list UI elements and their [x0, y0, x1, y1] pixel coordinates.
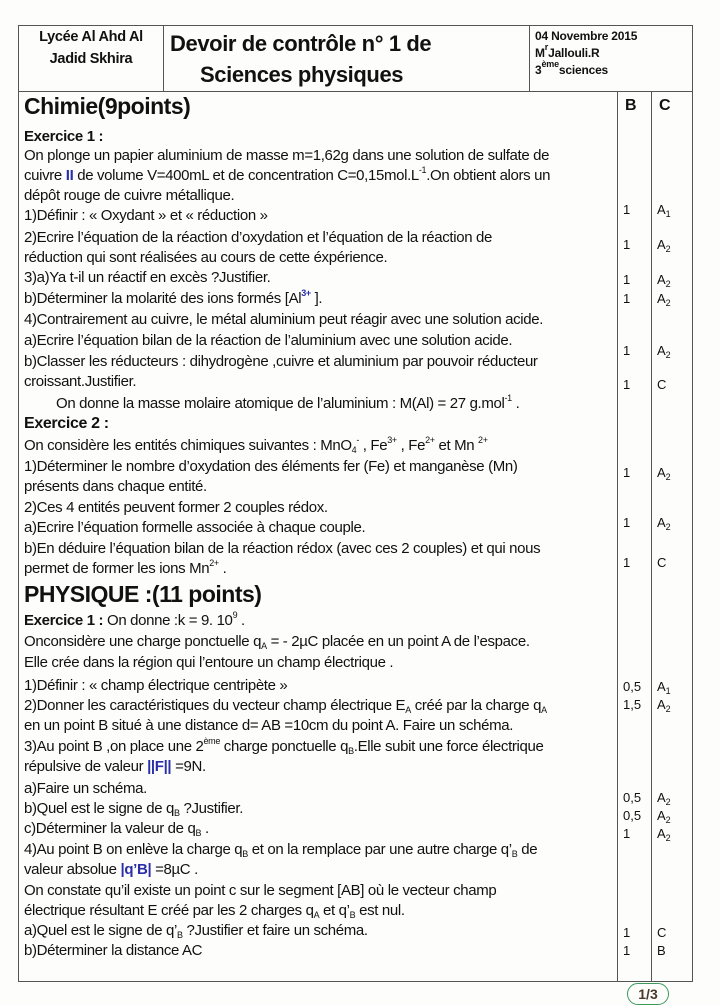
scale-competence: $A_1$: [657, 679, 671, 696]
physique-q4-line1: 4)Au point B on enlève la charge $q_B$ et on la remplace par une autre charge $q’_B$ de: [24, 841, 538, 859]
scale-points: 1: [623, 272, 631, 287]
physique-q3a: a)Faire un schéma.: [24, 780, 147, 797]
scale-points: 1: [623, 515, 631, 530]
scale-competence: $A_2$: [657, 697, 671, 714]
chimie-ex2-title: Exercice 2 :: [24, 415, 109, 432]
scale-points: 1: [623, 291, 631, 306]
chimie-ex2-q2a: a)Ecrire l’équation formelle associée à chaque couple.: [24, 519, 366, 536]
chimie-title: Chimie(9points): [24, 93, 191, 119]
scale-points: 1: [623, 555, 631, 570]
physique-q4-line4: électrique résultant E créé par les 2 charges $q_A$ et $q’_B$ est nul.: [24, 902, 405, 920]
exam-meta: [535, 28, 637, 79]
physique-q2-line2: en un point B situé à une distance d= AB =10cm du point A. Faire un schéma.: [24, 717, 514, 734]
physique-q4a: a)Quel est le signe de $q’_B$ ?Justifier et faire un schéma.: [24, 922, 368, 940]
scale-points: 1: [623, 343, 631, 358]
chimie-q4b-line2: croissant.Justifier.: [24, 373, 137, 390]
scale-competence: B: [657, 943, 666, 958]
class-level: 3èmesciences: [535, 59, 609, 77]
chimie-ex1-intro-1: On plonge un papier aluminium de masse m=1,62g dans une solution de sulfate de: [24, 147, 550, 164]
scale-competence: $A_1$: [657, 202, 671, 219]
physique-q4-line2: valeur absolue |q’B| =8µC .: [24, 861, 198, 878]
scale-competence: C: [657, 555, 667, 570]
physique-q3-line1: 3)Au point B ,on place une 2ème charge ponctuelle $q_B.Elle$ subit une force électrique: [24, 736, 544, 756]
scale-competence: $A_2$: [657, 343, 671, 360]
chimie-q1: 1)Définir : « Oxydant » et « réduction »: [24, 207, 268, 224]
chimie-ex2-q2b-line1: b)En déduire l’équation bilan de la réaction rédox (avec ces 2 couples) et qui nous: [24, 540, 541, 557]
scale-points: 1: [623, 237, 631, 252]
scale-competence: $A_2$: [657, 272, 671, 289]
force-norm-annotation: ||F||: [147, 758, 172, 775]
physique-q4-line3: On constate qu’il existe un point c sur le segment [AB] où le vecteur champ: [24, 882, 497, 899]
school-line-1: Lycée Al Ahd Al: [39, 29, 143, 45]
school-line-2: Jadid Skhira: [49, 51, 133, 67]
physique-intro-1: Onconsidère une charge ponctuelle $q_A$ = - 2µC placée en un point A de l’espace.: [24, 633, 530, 651]
title-line-2: Sciences physiques: [200, 62, 404, 87]
scale-points: 1: [623, 465, 631, 480]
scale-competence: $A_2$: [657, 808, 671, 825]
chimie-q3b: b)Déterminer la molarité des ions formés [$Al^{3+}$ ].: [24, 288, 323, 307]
chimie-ex2-q1-line1: 1)Déterminer le nombre d’oxydation des éléments fer (Fe) et manganèse (Mn): [24, 458, 518, 475]
physique-q1: 1)Définir : « champ électrique centripète »: [24, 677, 288, 694]
scale-competence: $A_2$: [657, 291, 671, 308]
chimie-q4b-line1: b)Classer les réducteurs : dihydrogène ,cuivre et aluminium par pouvoir réducteur: [24, 353, 538, 370]
school-name: [19, 26, 163, 70]
physique-q4b: b)Déterminer la distance AC: [24, 942, 203, 959]
scale-points: 0,5: [623, 790, 642, 805]
column-b-header: B: [625, 97, 637, 114]
chimie-q3a: 3)a)Ya t-il un réactif en excès ?Justifier.: [24, 269, 271, 286]
physique-q3b: b)Quel est le signe de $q_B$ ?Justifier.: [24, 800, 244, 818]
right-border: [692, 25, 693, 982]
scale-competence: $A_2$: [657, 790, 671, 807]
scale-competence: $A_2$: [657, 465, 671, 482]
chimie-ex2-q1-line2: présents dans chaque entité.: [24, 478, 207, 495]
chimie-q2-line1: 2)Ecrire l’équation de la réaction d’oxydation et l’équation de la réaction de: [24, 229, 493, 246]
chimie-ex1-title: Exercice 1 :: [24, 128, 104, 145]
header-bottom-border: [18, 91, 692, 92]
physique-title: PHYSIQUE :(11 points): [24, 581, 262, 607]
scale-points: 1: [623, 826, 631, 841]
exam-title: [170, 28, 431, 90]
column-c-divider: [651, 91, 652, 982]
physique-q3-line2: répulsive de valeur ||F|| =9N.: [24, 758, 206, 775]
chimie-ex1-intro-2: cuivre II de volume V=400mL et de concentration $C=0,15mol.L^{-1}.On$ obtient alors un: [24, 165, 551, 184]
header-divider-2: [529, 25, 530, 91]
physique-q2-line1: 2)Donner les caractéristiques du vecteur champ électrique $E_A$ créé par la charge $q_A$: [24, 697, 547, 715]
chimie-ex2-q2b-line2: permet de former les ions $Mn^{2+}$ .: [24, 558, 227, 577]
scale-points: 0,5: [623, 808, 642, 823]
physique-intro-2: Elle crée dans la région qui l’entoure un champ électrique .: [24, 654, 394, 671]
left-border: [18, 25, 19, 982]
scale-points: 1,5: [623, 697, 642, 712]
exam-date: 04 Novembre 2015: [535, 29, 638, 43]
scale-points: 1: [623, 943, 631, 958]
physique-ex1-title: Exercice 1 : On donne :k = 9. $10^9$ .: [24, 610, 245, 629]
abs-value-annotation: |q’B|: [120, 861, 152, 878]
page-number-mark: 1/3: [627, 983, 669, 1005]
scale-competence: C: [657, 925, 667, 940]
chimie-q4: 4)Contrairement au cuivre, le métal aluminium peut réagir avec une solution acide.: [24, 311, 544, 328]
scale-competence: $A_2$: [657, 515, 671, 532]
physique-q3c: c)Déterminer la valeur de $q_B$ .: [24, 820, 209, 838]
column-b-divider: [617, 91, 618, 982]
column-c-header: C: [659, 97, 671, 114]
scale-competence: C: [657, 377, 667, 392]
scale-points: 1: [623, 925, 631, 940]
header-divider-1: [163, 25, 164, 91]
title-line-1: Devoir de contrôle n° 1 de: [170, 31, 432, 56]
chimie-given-data: On donne la masse molaire atomique de l’aluminium : M(Al) = 27 g.mol$^{-1}$ .: [56, 393, 520, 412]
chimie-ex2-intro: On considère les entités chimiques suivantes : MnO$_4$- , $Fe^{3+}$ , $Fe^{2+}$ et Mn $^{2+}$: [24, 435, 488, 455]
scale-points: 1: [623, 202, 631, 217]
table-bottom-border: [18, 981, 693, 982]
roman-two-annotation: II: [65, 167, 74, 184]
teacher: $M^rJallouli.R$: [535, 42, 600, 60]
chimie-q4a: a)Ecrire l’équation bilan de la réaction de l’aluminium avec une solution acide.: [24, 332, 513, 349]
scale-points: 0,5: [623, 679, 642, 694]
chimie-q2-line2: réduction qui sont réalisées au cours de cette éxpérience.: [24, 249, 388, 266]
chimie-ex1-intro-3: dépôt rouge de cuivre métallique.: [24, 187, 235, 204]
scale-competence: $A_2$: [657, 826, 671, 843]
scale-points: 1: [623, 377, 631, 392]
chimie-ex2-q2: 2)Ces 4 entités peuvent former 2 couples rédox.: [24, 499, 328, 516]
scale-competence: $A_2$: [657, 237, 671, 254]
